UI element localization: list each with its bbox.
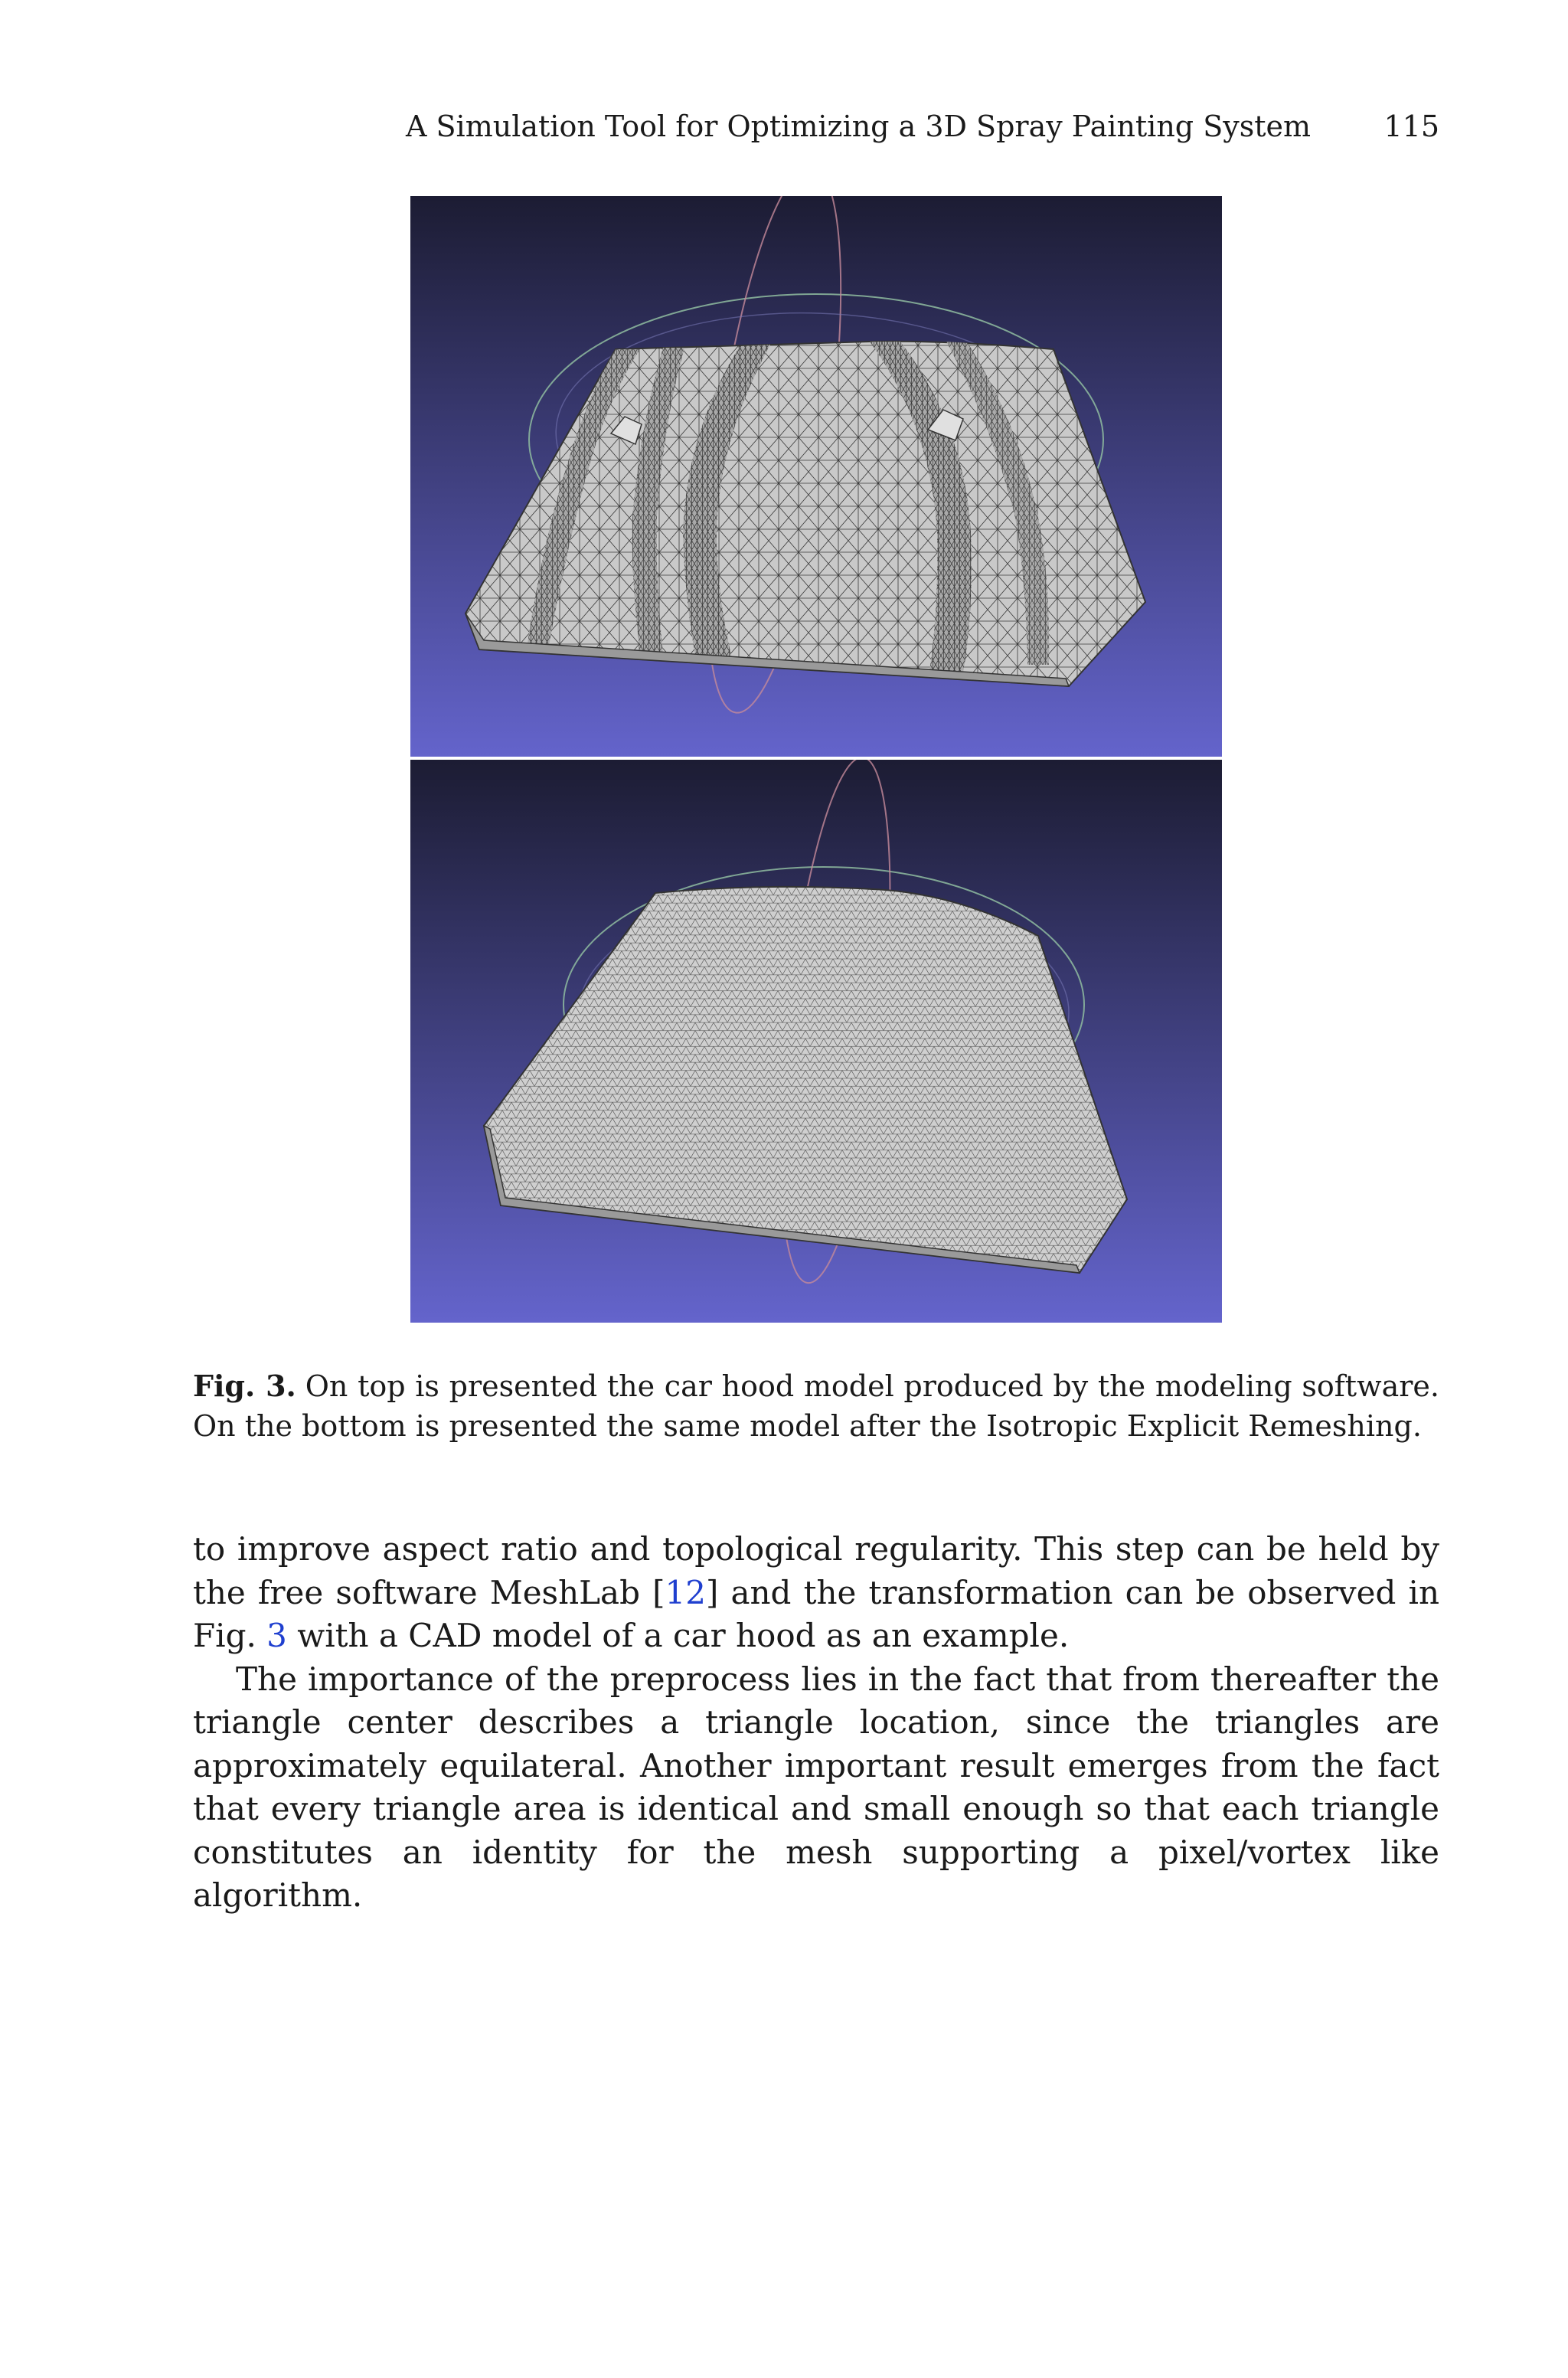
paragraph [193, 1528, 1439, 1658]
figure-caption [193, 1366, 1439, 1446]
paragraph-text: with a CAD model of a car hood as an example. [286, 1617, 1070, 1654]
body-text [193, 1528, 1439, 1918]
running-title: A Simulation Tool for Optimizing a 3D Spray Painting System [406, 110, 1312, 143]
figure-panel-remeshed [410, 760, 1222, 1323]
paragraph: The importance of the preprocess lies in the fact that from thereafter the triangle center describes a triangle location, since the triangles are approximately equilateral. Another important result emerges from the fact that every triangle area is identical and small enough so that each triangle constitutes an identity for the mesh supporting a pixel/vortex like algorithm. [193, 1660, 1439, 1914]
paragraph-text: to improve aspect ratio and topological regularity. This step can be held by the free software MeshLab [ [193, 1530, 1439, 1611]
page-number: 115 [1383, 110, 1439, 143]
original-mesh-render [410, 196, 1222, 759]
remeshed-render [410, 760, 1222, 1323]
paragraph-text: ] and the transformation can be observed in Fig. [193, 1573, 1439, 1654]
figure-label: Fig. 3. [193, 1369, 296, 1403]
figure-reference-link[interactable]: 3 [266, 1617, 287, 1654]
figure-caption-text: On top is presented the car hood model produced by the modeling software. On the bottom is presented the same model after the Isotropic Explicit Remeshing. [193, 1369, 1439, 1443]
citation-link[interactable]: 12 [665, 1573, 706, 1611]
figure-panel-original-mesh [410, 196, 1222, 759]
running-head [0, 106, 1439, 147]
